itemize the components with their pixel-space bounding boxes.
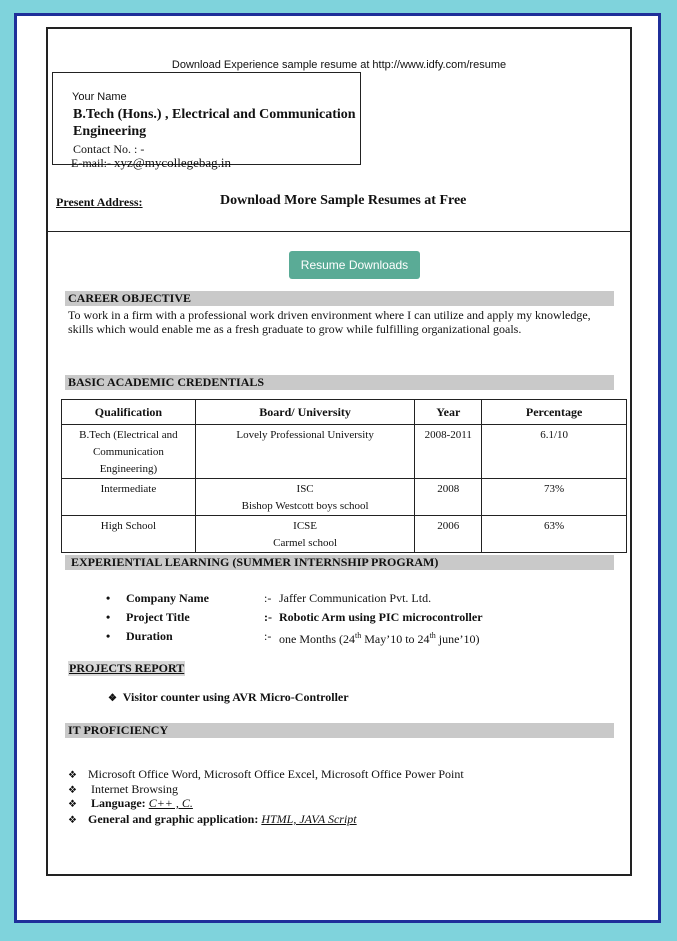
name-box bbox=[52, 72, 361, 170]
list-item bbox=[106, 609, 606, 625]
resume-downloads-button[interactable]: Resume Downloads bbox=[289, 251, 420, 279]
item-label: Duration bbox=[126, 629, 173, 643]
item-separator: :- bbox=[264, 591, 272, 605]
table-cell: 2006 bbox=[415, 516, 482, 553]
bullet-icon: • bbox=[106, 591, 111, 605]
candidate-name: Your Name bbox=[72, 91, 127, 103]
table-header-row bbox=[62, 400, 627, 425]
table-cell: 63% bbox=[482, 516, 627, 553]
item-label: Project Title bbox=[126, 610, 190, 624]
table-cell: ISC Bishop Westcott boys school bbox=[195, 479, 415, 516]
more-resumes-link[interactable]: Download More Sample Resumes at Free bbox=[220, 193, 467, 208]
table-cell: Lovely Professional University bbox=[195, 425, 415, 479]
diamond-bullet-icon: ❖ bbox=[108, 693, 117, 704]
list-item bbox=[68, 782, 178, 797]
table-cell: ICSE Carmel school bbox=[195, 516, 415, 553]
diamond-bullet-icon: ❖ bbox=[68, 770, 77, 781]
academic-credentials-heading: BASIC ACADEMIC CREDENTIALS bbox=[65, 375, 614, 390]
diamond-bullet-icon: ❖ bbox=[68, 799, 77, 810]
skill-label: General and graphic application: bbox=[88, 812, 259, 826]
email-line bbox=[71, 155, 231, 171]
list-item bbox=[108, 690, 349, 705]
table-cell: High School bbox=[62, 516, 196, 553]
projects-heading: PROJECTS REPORT bbox=[69, 661, 185, 675]
resume-page bbox=[46, 27, 632, 876]
table-cell: Intermediate bbox=[62, 479, 196, 516]
skill-value: HTML, JAVA Script bbox=[261, 812, 357, 826]
column-header: Percentage bbox=[482, 400, 627, 425]
list-item bbox=[106, 628, 606, 644]
table-cell: 73% bbox=[482, 479, 627, 516]
diamond-bullet-icon: ❖ bbox=[68, 785, 77, 796]
table-cell: B.Tech (Electrical and Communication Engineering) bbox=[62, 425, 196, 479]
project-title: Visitor counter using AVR Micro-Controller bbox=[122, 690, 349, 704]
academic-table bbox=[61, 399, 627, 553]
present-address-label: Present Address: bbox=[56, 195, 143, 209]
skill-value: C++ , C. bbox=[148, 796, 193, 810]
item-value: one Months (24th May’10 to 24th june’10) bbox=[279, 631, 480, 646]
column-header: Qualification bbox=[62, 400, 196, 425]
skill-text: Microsoft Office Word, Microsoft Office Excel, Microsoft Office Power Point bbox=[88, 767, 464, 781]
item-label: Company Name bbox=[126, 591, 209, 605]
bullet-icon: • bbox=[106, 610, 111, 624]
item-value: Jaffer Communication Pvt. Ltd. bbox=[279, 591, 432, 605]
skill-label: Language: bbox=[91, 796, 146, 810]
email-label: E-mail:- bbox=[71, 156, 111, 170]
list-item bbox=[106, 590, 606, 606]
divider bbox=[48, 231, 630, 232]
skill-text: Internet Browsing bbox=[91, 782, 178, 796]
career-objective-heading: CAREER OBJECTIVE bbox=[65, 291, 614, 306]
career-objective-text: To work in a firm with a professional work driven environment where I can utilize and apply my knowledge, skills which would enable me as a fresh graduate to grow while fulfilling organizational goals. bbox=[68, 308, 591, 336]
table-row bbox=[62, 425, 627, 479]
item-separator: :- bbox=[264, 610, 272, 624]
internship-heading: EXPERIENTIAL LEARNING (SUMMER INTERNSHIP PROGRAM) bbox=[65, 555, 614, 570]
degree-title: B.Tech (Hons.) , Electrical and Communication Engineering bbox=[73, 107, 356, 139]
it-proficiency-heading: IT PROFICIENCY bbox=[65, 723, 614, 738]
item-value: Robotic Arm using PIC microcontroller bbox=[279, 610, 483, 624]
table-row bbox=[62, 479, 627, 516]
list-item bbox=[68, 796, 193, 811]
download-note: Download Experience sample resume at http://www.idfy.com/resume bbox=[171, 59, 507, 71]
table-cell: 6.1/10 bbox=[482, 425, 627, 479]
column-header: Year bbox=[415, 400, 482, 425]
item-separator: :- bbox=[264, 629, 272, 643]
list-item bbox=[68, 767, 464, 782]
contact-number: Contact No. : - bbox=[73, 142, 145, 156]
bullet-icon: • bbox=[106, 629, 111, 643]
table-row bbox=[62, 516, 627, 553]
column-header: Board/ University bbox=[195, 400, 415, 425]
diamond-bullet-icon: ❖ bbox=[68, 815, 77, 826]
table-cell: 2008 bbox=[415, 479, 482, 516]
list-item bbox=[68, 812, 357, 827]
table-cell: 2008-2011 bbox=[415, 425, 482, 479]
email-address: xyz@mycollegebag.in bbox=[113, 155, 232, 170]
